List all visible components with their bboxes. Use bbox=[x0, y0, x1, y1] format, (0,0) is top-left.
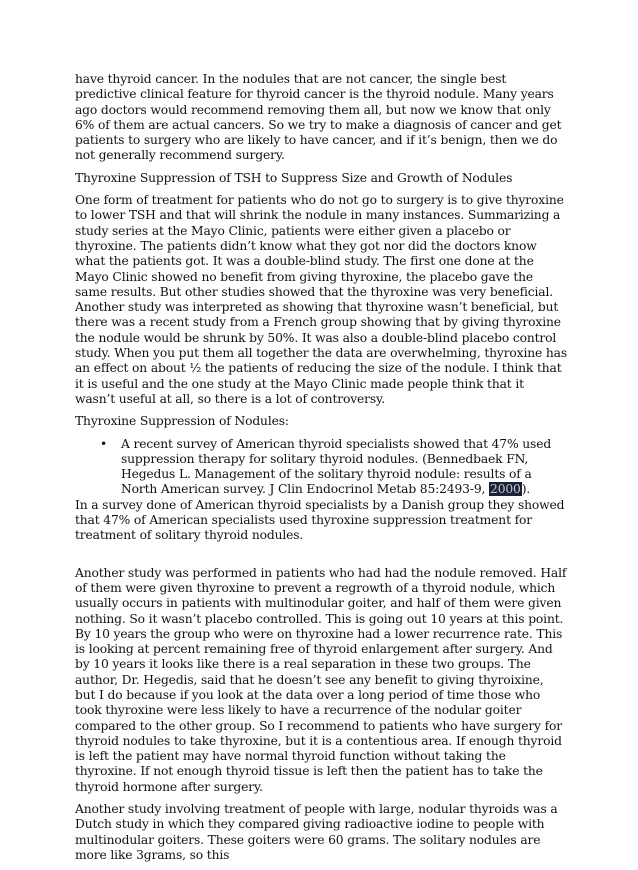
paragraph-danish-survey: In a survey done of American thyroid specialists by a Danish group they showed that 47% of American specialists used thyroxine suppression treatment for treatment of solitary thyroid nodules. bbox=[75, 497, 565, 543]
paragraph-mayo-study: One form of treatment for patients who do not go to surgery is to give thyroxine to lower TSH and that will shrink the nodule in many instances. Summarizing a study series at the Mayo Clinic, patients were either given a placebo or thyroxine. The patients didn’t know what they got nor did the doctors know what the patients got. It was a double-blind study. The first one done at the Mayo Clinic showed no benefit from giving thyroxine, the placebo gave the same results. But other studies showed that the thyroxine was very beneficial. Another study was interpreted as showing that thyroxine wasn’t beneficial, but there was a recent study from a French group showing that by giving thyroxine the nodule would be shrunk by 50%. It was also a double-blind placebo control study. When you put them all together the data are overwhelming, thyroxine has an effect on about ½ the patients of reducing the size of the nodule. I think that it is useful and the one study at the Mayo Clinic made people think that it wasn’t useful at all, so there is a lot of controversy. bbox=[75, 193, 568, 406]
document-page bbox=[75, 72, 567, 870]
paragraph-recurrence-study: Another study was performed in patients who had had the nodule removed. Half of them were given thyroxine to prevent a regrowth of a thyroid nodule, which usually occurs in patients with multinodular goiter, and half of them were given nothing. So it wasn’t placebo controlled. This is going out 10 years at this point. By 10 years the group who were on thyroxine had a lower recurrence rate. This is looking at percent remaining free of thyroid enlargement after surgery. And by 10 years it looks like there is a real separation in these two groups. The author, Dr. Hegedis, said that he doesn’t see any benefit to giving thyroixine, but I do because if you look at the data over a long period of time those who took thyroxine were less likely to have a recurrence of the nodular goiter compared to the other group. So I recommend to patients who have surgery for thyroid nodules to take thyroxine, but it is a contentious area. If enough thyroid is left the patient may have normal thyroid function without taking the thyroxine. If not enough thyroid tissue is left then the patient has to take the thyroid hormone after surgery. bbox=[75, 565, 567, 794]
bullet-text-end: ). bbox=[521, 482, 531, 497]
bullet-text: A recent survey of American thyroid specialists showed that 47% used suppression therapy for solitary thyroid nodules. (Bennedbaek FN, Hegedus L. Management of the solitary thyroid nodule: results of a North American survey. J Clin Endocrinol Metab 85:2493-9, bbox=[121, 436, 552, 497]
bullet-list bbox=[75, 437, 567, 498]
highlighted-year[interactable]: 2000 bbox=[490, 482, 521, 497]
heading-tsh-suppression: Thyroxine Suppression of TSH to Suppress Size and Growth of Nodules bbox=[75, 170, 513, 185]
paragraph-dutch-study: Another study involving treatment of people with large, nodular thyroids was a Dutch study in which they compared giving radioactive iodine to people with multinodular goiters. These goiters were 60 grams. The solitary nodules are more like 3grams, so this bbox=[75, 802, 558, 862]
heading-nodule-suppression: Thyroxine Suppression of Nodules: bbox=[75, 414, 289, 429]
list-item bbox=[100, 436, 567, 498]
bullet-icon: • bbox=[100, 436, 108, 451]
paragraph-intro: have thyroid cancer. In the nodules that are not cancer, the single best predictive clinical feature for thyroid cancer is the thyroid nodule. Many years ago doctors would recommend removing them all, but now we know that only 6% of them are actual cancers. So we try to make a diagnosis of cancer and get patients to surgery who are likely to have cancer, and if it’s benign, then we do not generally recommend surgery. bbox=[75, 72, 562, 163]
